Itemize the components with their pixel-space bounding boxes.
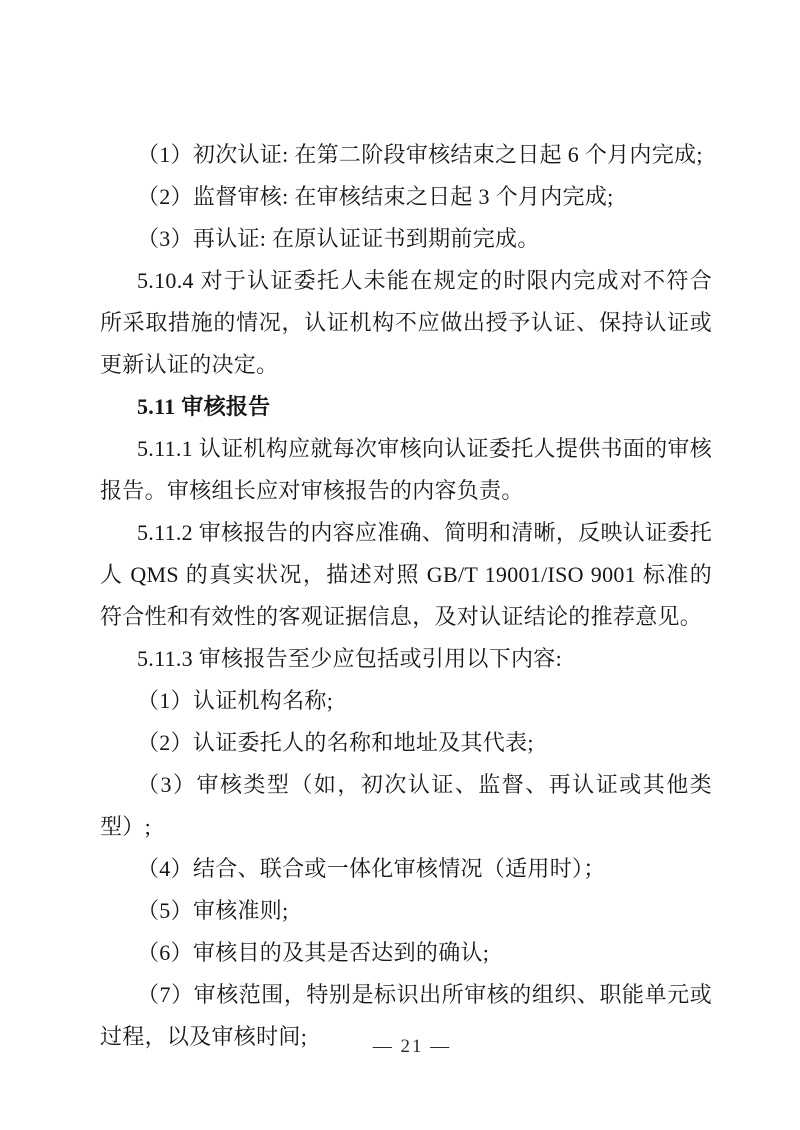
list-item: （4）结合、联合或一体化审核情况（适用时）； [137,856,606,881]
list-item: （1）认证机构名称; [137,688,334,713]
section-heading: 5.11 审核报告 [137,394,271,419]
list-item: （7）审核范围，特别是标识出所审核的组织、职能单元或过程，以及审核时间; [100,982,712,1049]
paragraph: 5.11.1 认证机构应就每次审核向认证委托人提供书面的审核报告。审核组长应对审核报告的内容负责。 [100,436,712,503]
paragraph: 5.10.4 对于认证委托人未能在规定的时限内完成对不符合所采取措施的情况，认证机构不应做出授予认证、保持认证或更新认证的决定。 [100,268,712,377]
list-item: （1）初次认证: 在第二阶段审核结束之日起 6 个月内完成; [137,142,703,167]
list-item: （5）审核准则; [137,898,289,923]
page-number: — 21 — [372,1036,452,1057]
paragraph: 5.11.2 审核报告的内容应准确、简明和清晰，反映认证委托人 QMS 的真实状况，描述对照 GB/T 19001/ISO 9001 标准的符合性和有效性的客观证据信息，及对认证结论的推荐意见。 [100,520,712,629]
list-item: （6）审核目的及其是否达到的确认; [137,940,490,965]
list-item: （3）审核类型（如，初次认证、监督、再认证或其他类型）; [100,772,712,839]
page-footer [12,1033,800,1061]
list-item: （2）认证委托人的名称和地址及其代表; [137,730,534,755]
document-content [100,134,712,1058]
list-item: （3）再认证: 在原认证证书到期前完成。 [137,226,540,251]
paragraph: 5.11.3 审核报告至少应包括或引用以下内容: [137,646,562,671]
list-item: （2）监督审核: 在审核结束之日起 3 个月内完成; [137,184,614,209]
